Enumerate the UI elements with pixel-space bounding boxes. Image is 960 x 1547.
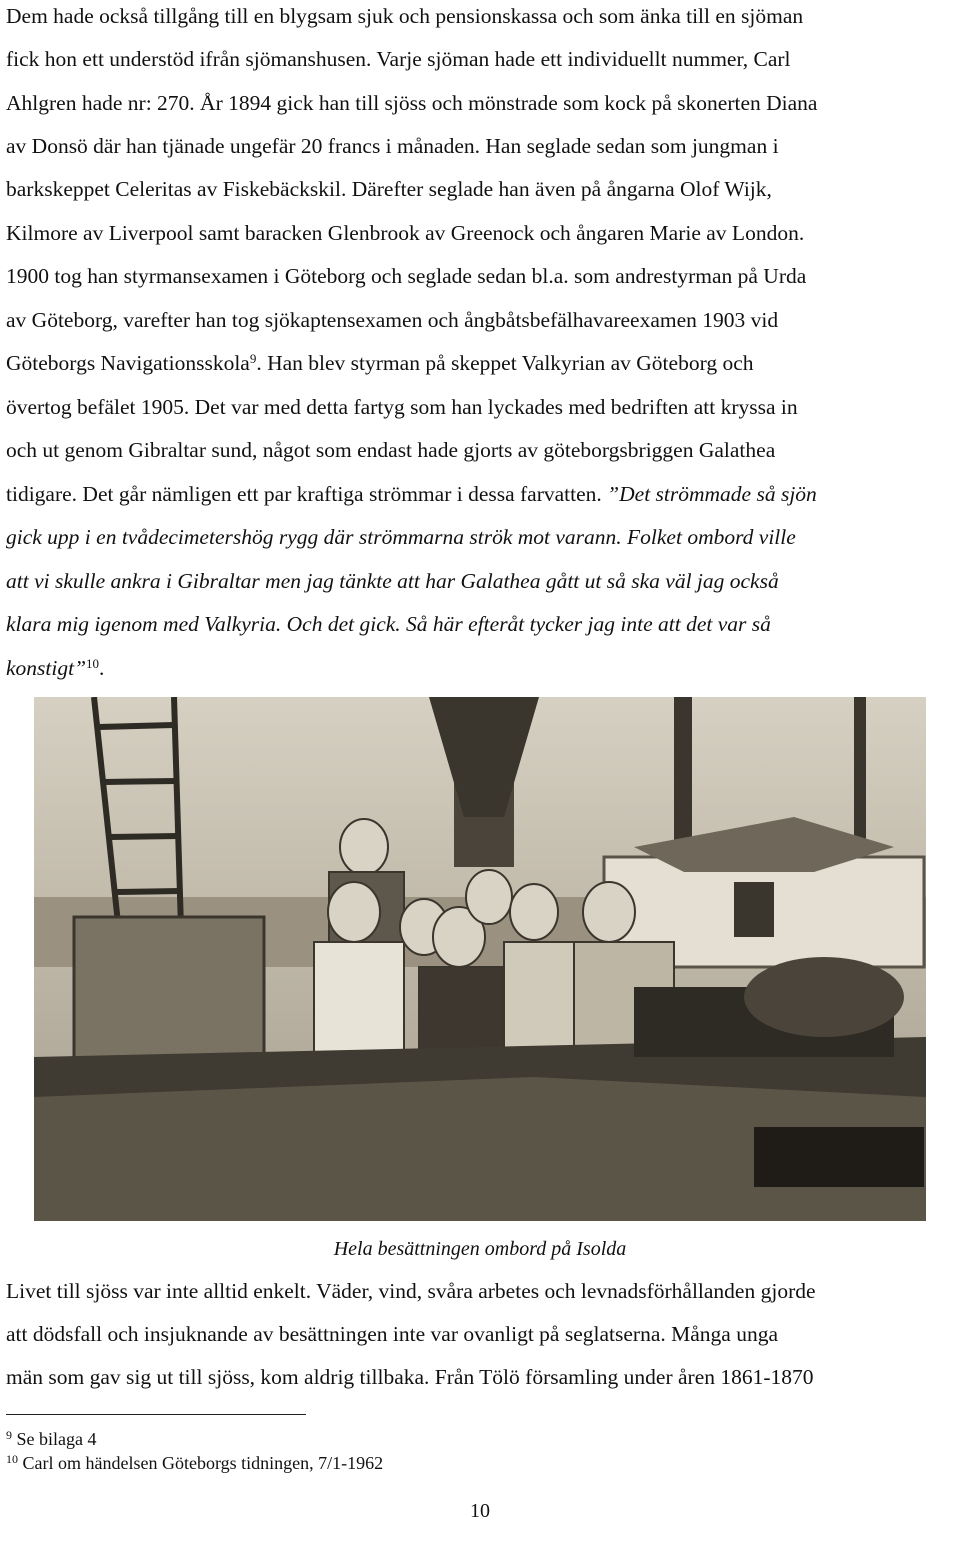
footnote-text: Carl om händelsen Göteborgs tidningen, 7/1-1962 (22, 1453, 384, 1473)
footnote-ref-10[interactable]: 10 (86, 656, 100, 671)
text-segment: tidigare. Det går nämligen ett par kraftiga strömmar i dessa farvatten. (6, 482, 608, 506)
crew-photo-image (34, 697, 926, 1221)
text-line: fick hon ett understöd ifrån sjömanshusen. Varje sjöman hade ett individuellt nummer, Carl (6, 47, 791, 71)
text-line (6, 350, 754, 376)
text-line (6, 481, 817, 507)
text-segment: Göteborgs Navigationsskola (6, 351, 250, 375)
quote-segment: ”Det strömmade så sjön (607, 482, 817, 506)
text-line: och ut genom Gibraltar sund, något som endast hade gjorts av göteborgsbriggen Galathea (6, 438, 776, 462)
quote-segment: konstigt” (6, 656, 87, 680)
footnote-number: 9 (6, 1428, 12, 1442)
text-line: Dem hade också tillgång till en blygsam sjuk och pensionskassa och som änka till en sjöman (6, 4, 804, 28)
text-line: män som gav sig ut till sjöss, kom aldrig tillbaka. Från Tölö församling under åren 1861-1870 (6, 1365, 814, 1389)
quote-line: klara mig igenom med Valkyria. Och det gick. Så här efteråt tycker jag inte att det var så (6, 612, 771, 636)
text-line: Kilmore av Liverpool samt baracken Glenbrook av Greenock och ångaren Marie av London. (6, 221, 805, 245)
photo-caption: Hela besättningen ombord på Isolda (333, 1238, 627, 1260)
text-segment: . (99, 656, 105, 680)
text-line: övertog befälet 1905. Det var med detta fartyg som han lyckades med bedriften att kryssa in (6, 395, 798, 419)
footnote-10 (6, 1452, 383, 1474)
text-line: att dödsfall och insjuknande av besättningen inte var ovanligt på seglatserna. Många unga (6, 1322, 778, 1346)
text-line: barkskeppet Celeritas av Fiskebäckskil. Därefter seglade han även på ångarna Olof Wijk, (6, 177, 772, 201)
text-segment: . Han blev styrman på skeppet Valkyrian av Göteborg och (256, 351, 754, 375)
footnote-9 (6, 1428, 96, 1450)
footnote-ref-9[interactable]: 9 (249, 351, 257, 366)
text-line: Ahlgren hade nr: 270. År 1894 gick han till sjöss och mönstrade som kock på skonerten Diana (6, 91, 818, 115)
footnote-number: 10 (6, 1452, 18, 1466)
quote-line: att vi skulle ankra i Gibraltar men jag tänkte att har Galathea gått ut så ska väl jag också (6, 569, 779, 593)
text-line: Livet till sjöss var inte alltid enkelt. Väder, vind, svåra arbetes och levnadsförhållanden gjorde (6, 1279, 816, 1303)
footnote-text: Se bilaga 4 (16, 1429, 97, 1449)
text-line: av Göteborg, varefter han tog sjökaptensexamen och ångbåtsbefälhavareexamen 1903 vid (6, 308, 779, 332)
crew-photo (34, 697, 926, 1221)
text-line (6, 655, 104, 681)
footnote-divider (6, 1414, 306, 1415)
text-line: av Donsö där han tjänade ungefär 20 francs i månaden. Han seglade sedan som jungman i (6, 134, 779, 158)
quote-line: gick upp i en tvådecimetershög rygg där strömmarna strök mot varann. Folket ombord ville (6, 525, 796, 549)
page-number: 10 (470, 1500, 490, 1522)
text-line: 1900 tog han styrmansexamen i Göteborg och seglade sedan bl.a. som andrestyrman på Urda (6, 264, 807, 288)
